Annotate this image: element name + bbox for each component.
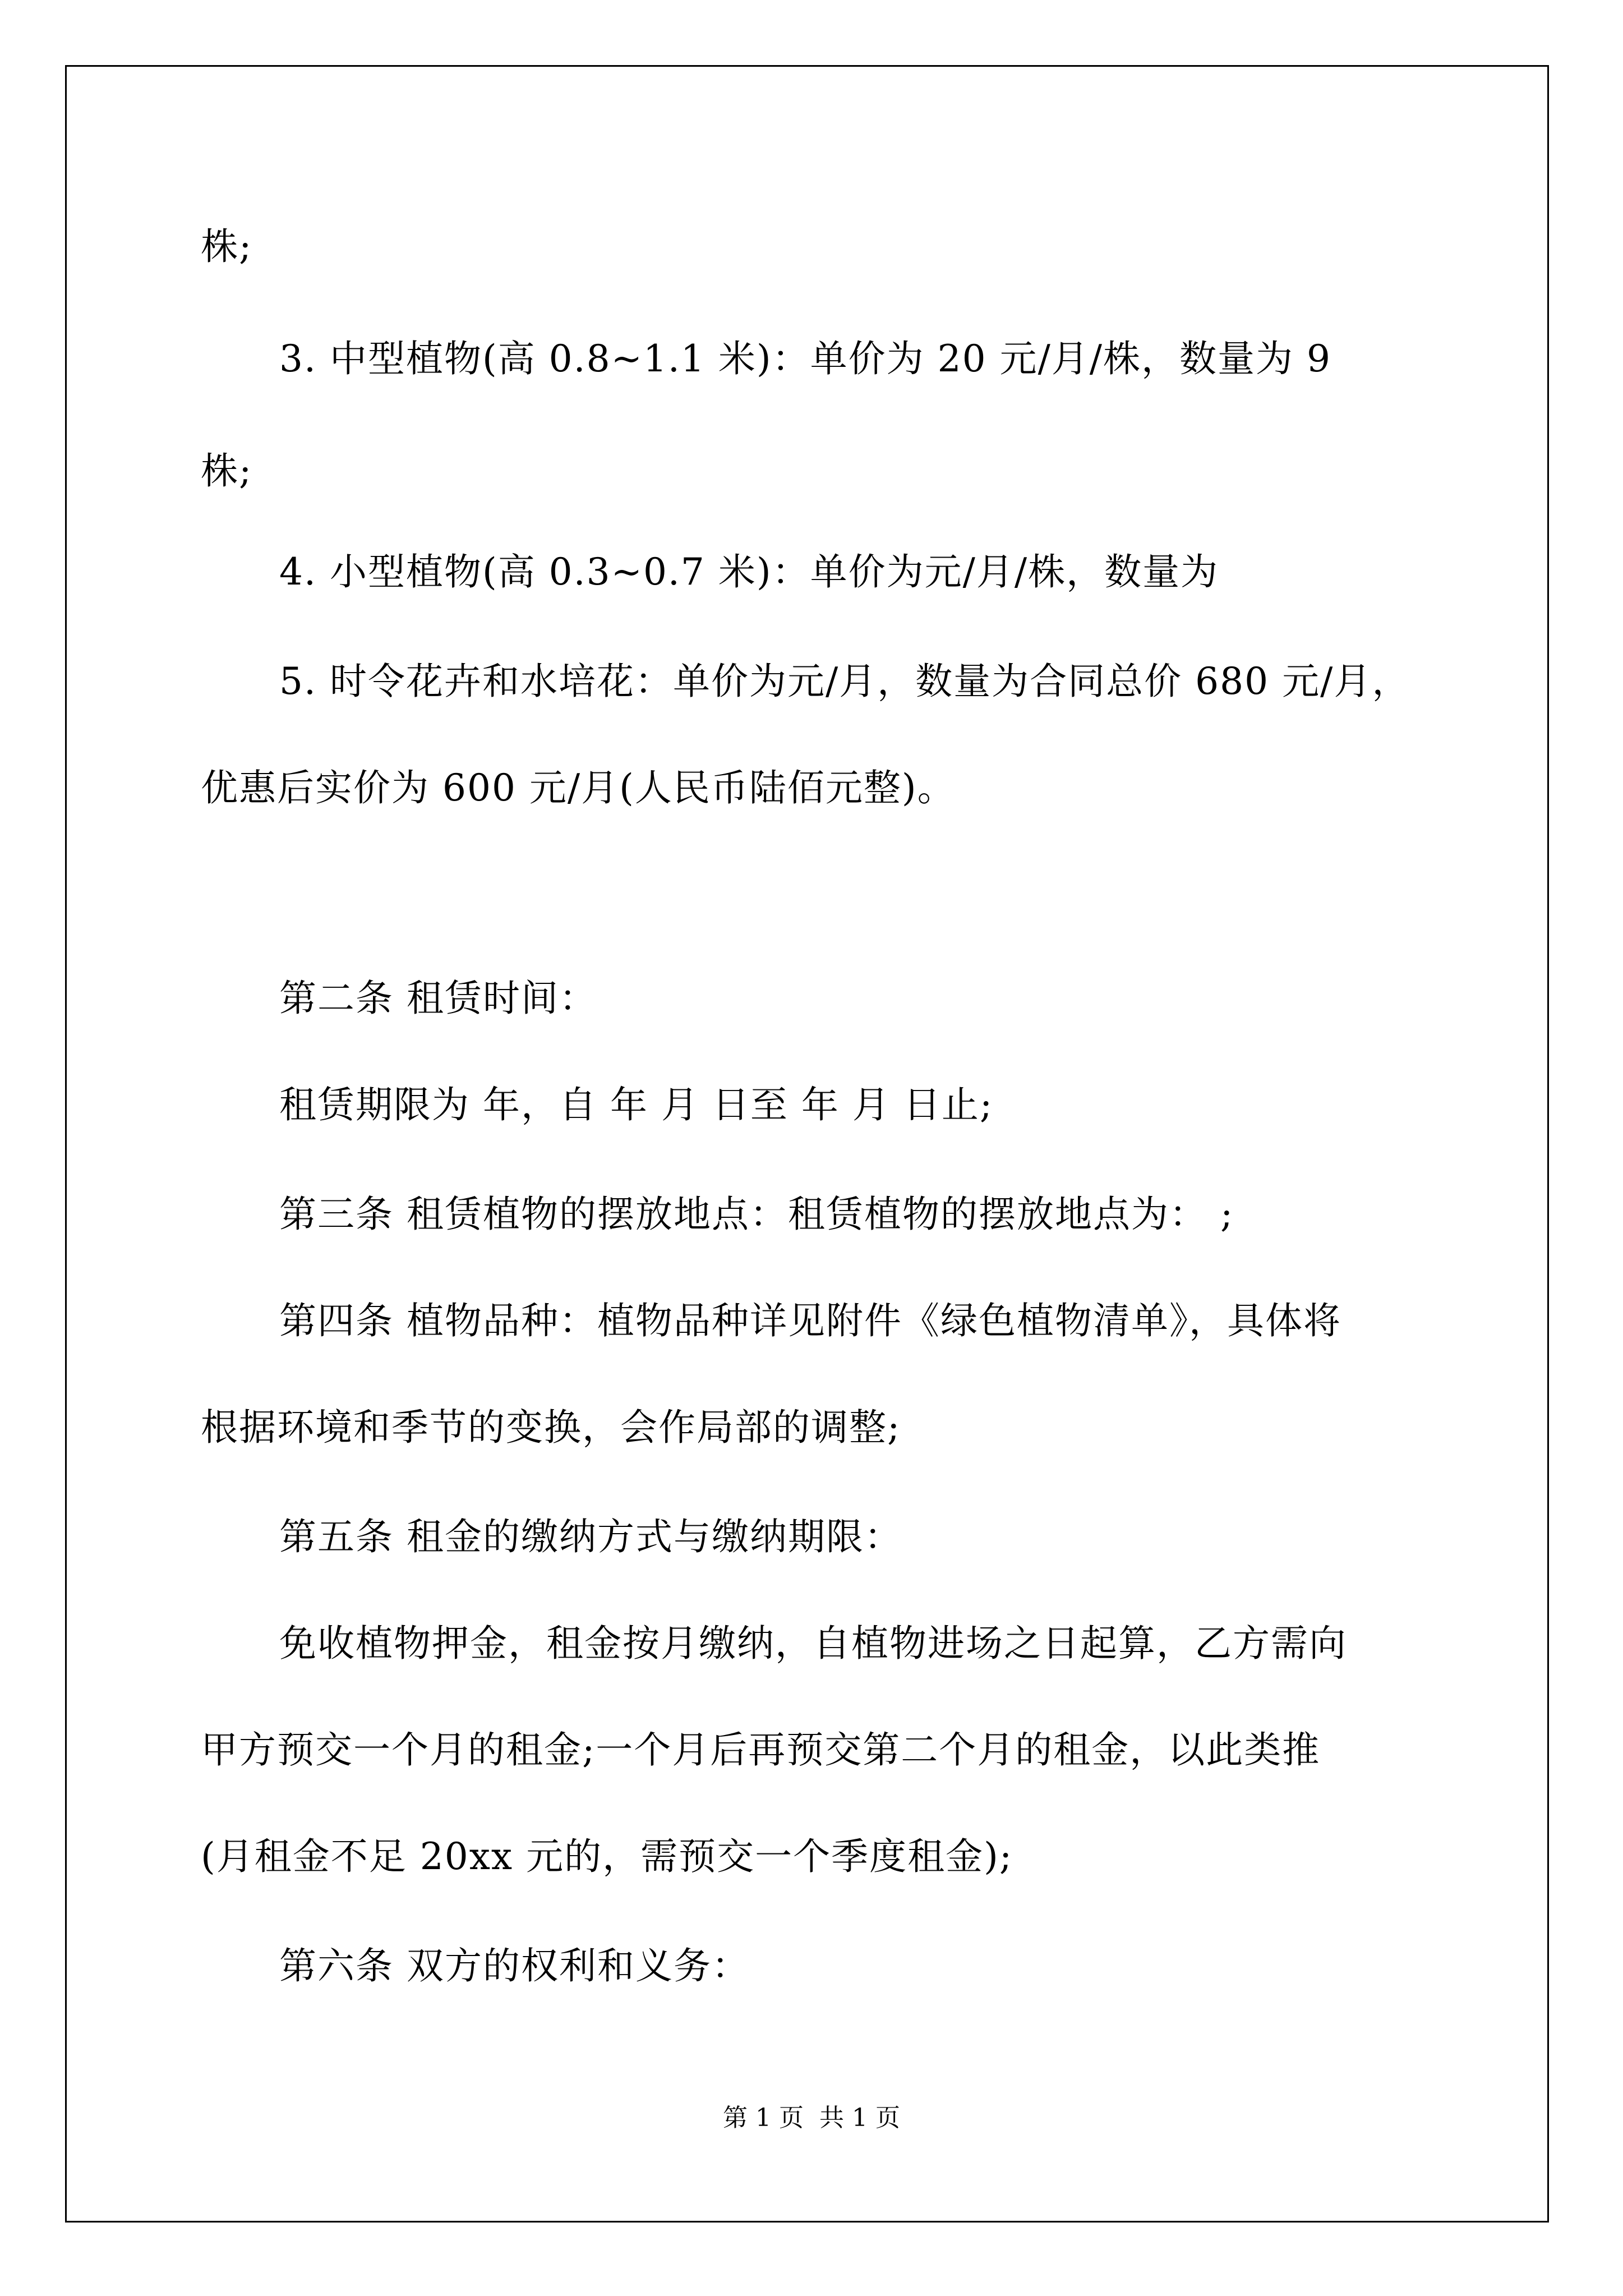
- text-line-6: 优惠后实价为 600 元/月(人民币陆佰元整)。: [201, 766, 956, 809]
- text-line-12: 第五条 租金的缴纳方式与缴纳期限：: [279, 1515, 902, 1558]
- text-line-4: 4. 小型植物(高 0.3~0.7 米)：单价为元/月/株，数量为: [279, 550, 1219, 593]
- text-line-9: 第三条 租赁植物的摆放地点：租赁植物的摆放地点为： ;: [279, 1193, 1234, 1236]
- text-line-11: 根据环境和季节的变换，会作局部的调整;: [201, 1406, 901, 1449]
- text-line-14: 甲方预交一个月的租金;一个月后再预交第二个月的租金，以此类推: [201, 1728, 1321, 1772]
- text-line-7: 第二条 租赁时间：: [279, 977, 597, 1020]
- text-line-8: 租赁期限为 年，自 年 月 日至 年 月 日止;: [279, 1083, 994, 1126]
- text-line-3: 株;: [201, 449, 253, 493]
- text-line-2: 3. 中型植物(高 0.8~1.1 米)：单价为 20 元/月/株，数量为 9: [279, 337, 1332, 380]
- text-line-16: 第六条 双方的权利和义务：: [279, 1944, 750, 1987]
- page-border: [65, 65, 1549, 2223]
- text-line-13: 免收植物押金，租金按月缴纳，自植物进场之日起算，乙方需向: [279, 1622, 1347, 1665]
- page-footer: 第 1 页 共 1 页: [723, 2104, 900, 2132]
- text-line-15: (月租金不足 20xx 元的，需预交一个季度租金);: [201, 1835, 1013, 1878]
- text-line-1: 株;: [201, 225, 253, 268]
- text-line-5: 5. 时令花卉和水培花：单价为元/月，数量为合同总价 680 元/月，: [279, 660, 1410, 703]
- text-line-10: 第四条 植物品种：植物品种详见附件《绿色植物清单》，具体将: [279, 1299, 1341, 1342]
